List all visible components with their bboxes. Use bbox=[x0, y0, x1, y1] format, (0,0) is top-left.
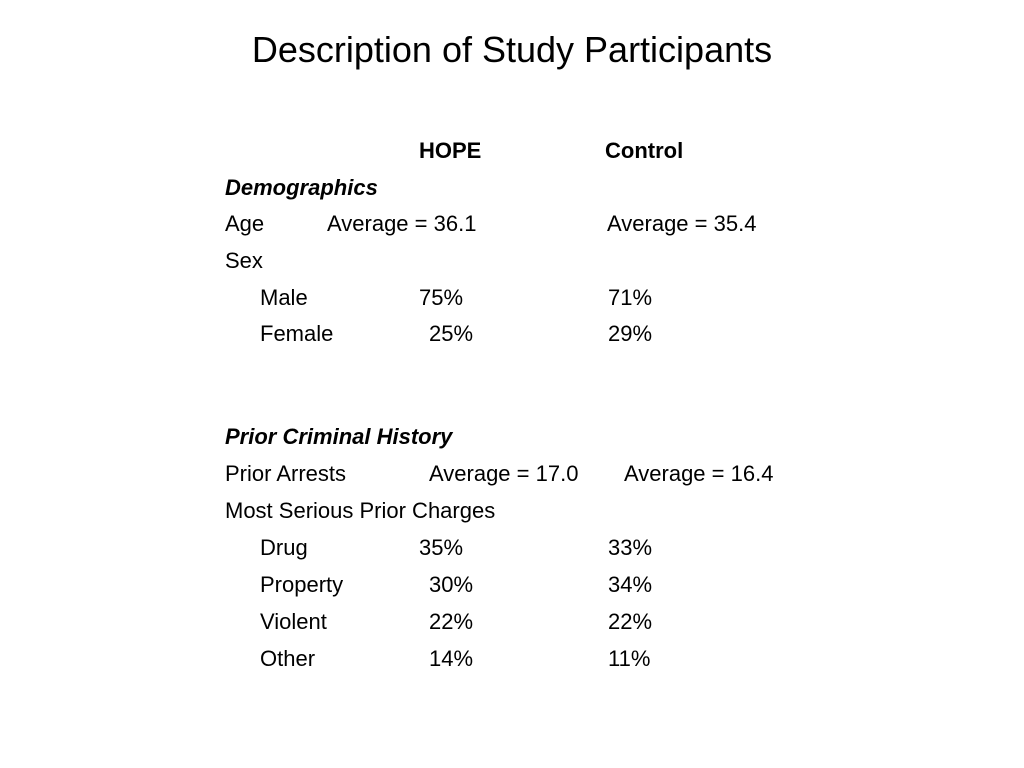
drug-hope-value: 35% bbox=[419, 535, 464, 560]
row-label-property: Property bbox=[260, 572, 344, 597]
violent-control-value: 22% bbox=[608, 609, 653, 634]
violent-hope-value: 22% bbox=[429, 609, 474, 634]
property-control-value: 34% bbox=[608, 572, 653, 597]
other-control-value: 11% bbox=[608, 646, 651, 671]
drug-control-value: 33% bbox=[608, 535, 653, 560]
property-hope-value: 30% bbox=[429, 572, 474, 597]
other-hope-value: 14% bbox=[429, 646, 474, 671]
row-label-drug: Drug bbox=[260, 535, 308, 560]
row-label-prior-arrests: Prior Arrests bbox=[225, 461, 347, 486]
prior-arrests-control-value: Average = 16.4 bbox=[624, 461, 774, 486]
prior-arrests-hope-value: Average = 17.0 bbox=[429, 461, 579, 486]
female-hope-value: 25% bbox=[429, 321, 474, 346]
section-heading-demographics: Demographics bbox=[225, 175, 378, 200]
column-header-hope: HOPE bbox=[419, 138, 482, 163]
section-heading-criminal-history: Prior Criminal History bbox=[225, 424, 453, 449]
row-label-most-serious-charges: Most Serious Prior Charges bbox=[225, 498, 496, 523]
column-header-control: Control bbox=[605, 138, 684, 163]
row-label-age: Age bbox=[225, 211, 265, 236]
male-control-value: 71% bbox=[608, 285, 653, 310]
row-label-other: Other bbox=[260, 646, 316, 671]
row-label-sex: Sex bbox=[225, 248, 263, 273]
male-hope-value: 75% bbox=[419, 285, 464, 310]
female-control-value: 29% bbox=[608, 321, 653, 346]
row-label-male: Male bbox=[260, 285, 308, 310]
age-hope-value: Average = 36.1 bbox=[327, 211, 477, 236]
slide-title: Description of Study Participants bbox=[251, 29, 773, 70]
row-label-violent: Violent bbox=[260, 609, 327, 634]
age-control-value: Average = 35.4 bbox=[607, 211, 757, 236]
row-label-female: Female bbox=[260, 321, 334, 346]
